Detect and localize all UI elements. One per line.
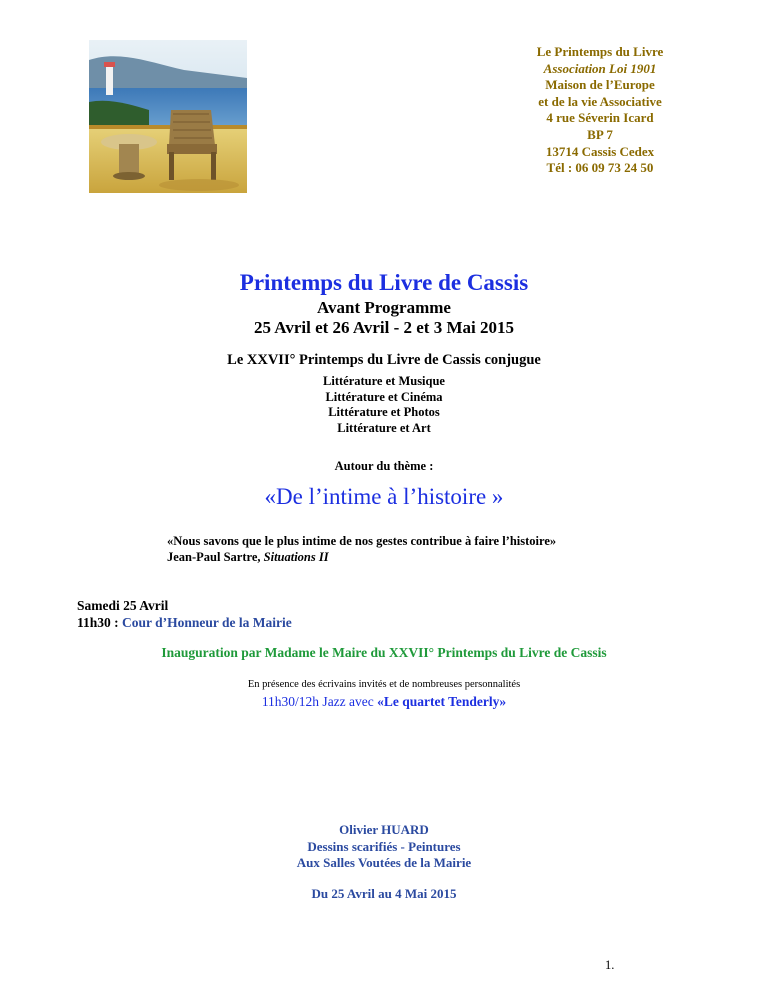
presence-text: En présence des écrivains invités et de nombreuses personnalités	[247, 679, 521, 690]
program-subtitle: Avant Programme	[317, 298, 451, 317]
address-line: 4 rue Séverin Icard	[546, 110, 654, 126]
theme-item: Littérature et Art	[337, 420, 431, 435]
theme-item: Littérature et Photos	[328, 405, 440, 419]
exhibition-block	[0, 822, 768, 872]
author-name: Jean-Paul Sartre,	[167, 550, 264, 564]
program-dates: 25 Avril et 26 Avril - 2 et 3 Mai 2015	[254, 318, 514, 337]
address-block	[490, 44, 710, 177]
exhibition-dates: Du 25 Avril au 4 Mai 2015	[311, 886, 457, 901]
quote-text: «Nous savons que le plus intime de nos gestes contribue à faire l’histoire»	[167, 534, 557, 548]
intro-heading: Le XXVII° Printemps du Livre de Cassis conjugue	[227, 352, 541, 368]
jazz-line	[0, 694, 768, 710]
jazz-time: 11h30/12h Jazz avec	[261, 694, 378, 709]
work-title: Situations II	[263, 550, 329, 564]
phone-number: Tél : 06 09 73 24 50	[546, 160, 654, 176]
page-title: Printemps du Livre de Cassis	[239, 270, 529, 295]
location: Cour d’Honneur de la Mairie	[122, 615, 292, 630]
quote-author	[167, 549, 556, 565]
address-line: 13714 Cassis Cedex	[545, 143, 655, 159]
address-line: et de la vie Associative	[538, 93, 662, 109]
day-date: Samedi 25 Avril	[77, 598, 169, 613]
themes-list	[0, 374, 768, 436]
theme-label: Autour du thème :	[334, 459, 434, 473]
org-name: Le Printemps du Livre	[536, 44, 664, 59]
time-label: 11h30 :	[77, 615, 123, 630]
address-line: Maison de l’Europe	[545, 77, 655, 93]
artist-name: Olivier HUARD	[339, 822, 429, 837]
theme-title: «De l’intime à l’histoire »	[264, 484, 504, 509]
page-number: 1.	[605, 958, 615, 972]
inauguration-text: Inauguration par Madame le Maire du XXVII° Printemps du Livre de Cassis	[161, 645, 607, 660]
theme-item: Littérature et Cinéma	[325, 389, 443, 404]
logo-image	[89, 40, 247, 193]
org-status: Association Loi 1901	[543, 60, 657, 76]
quote-block	[167, 533, 556, 565]
exhibition-works: Dessins scarifiés - Peintures	[307, 838, 461, 854]
theme-item: Littérature et Musique	[323, 374, 445, 388]
exhibition-place: Aux Salles Voutées de la Mairie	[296, 855, 472, 870]
jazz-band: «Le quartet Tenderly»	[377, 694, 507, 709]
address-line: BP 7	[587, 126, 613, 142]
day-block	[77, 597, 292, 631]
day-time	[77, 614, 292, 631]
